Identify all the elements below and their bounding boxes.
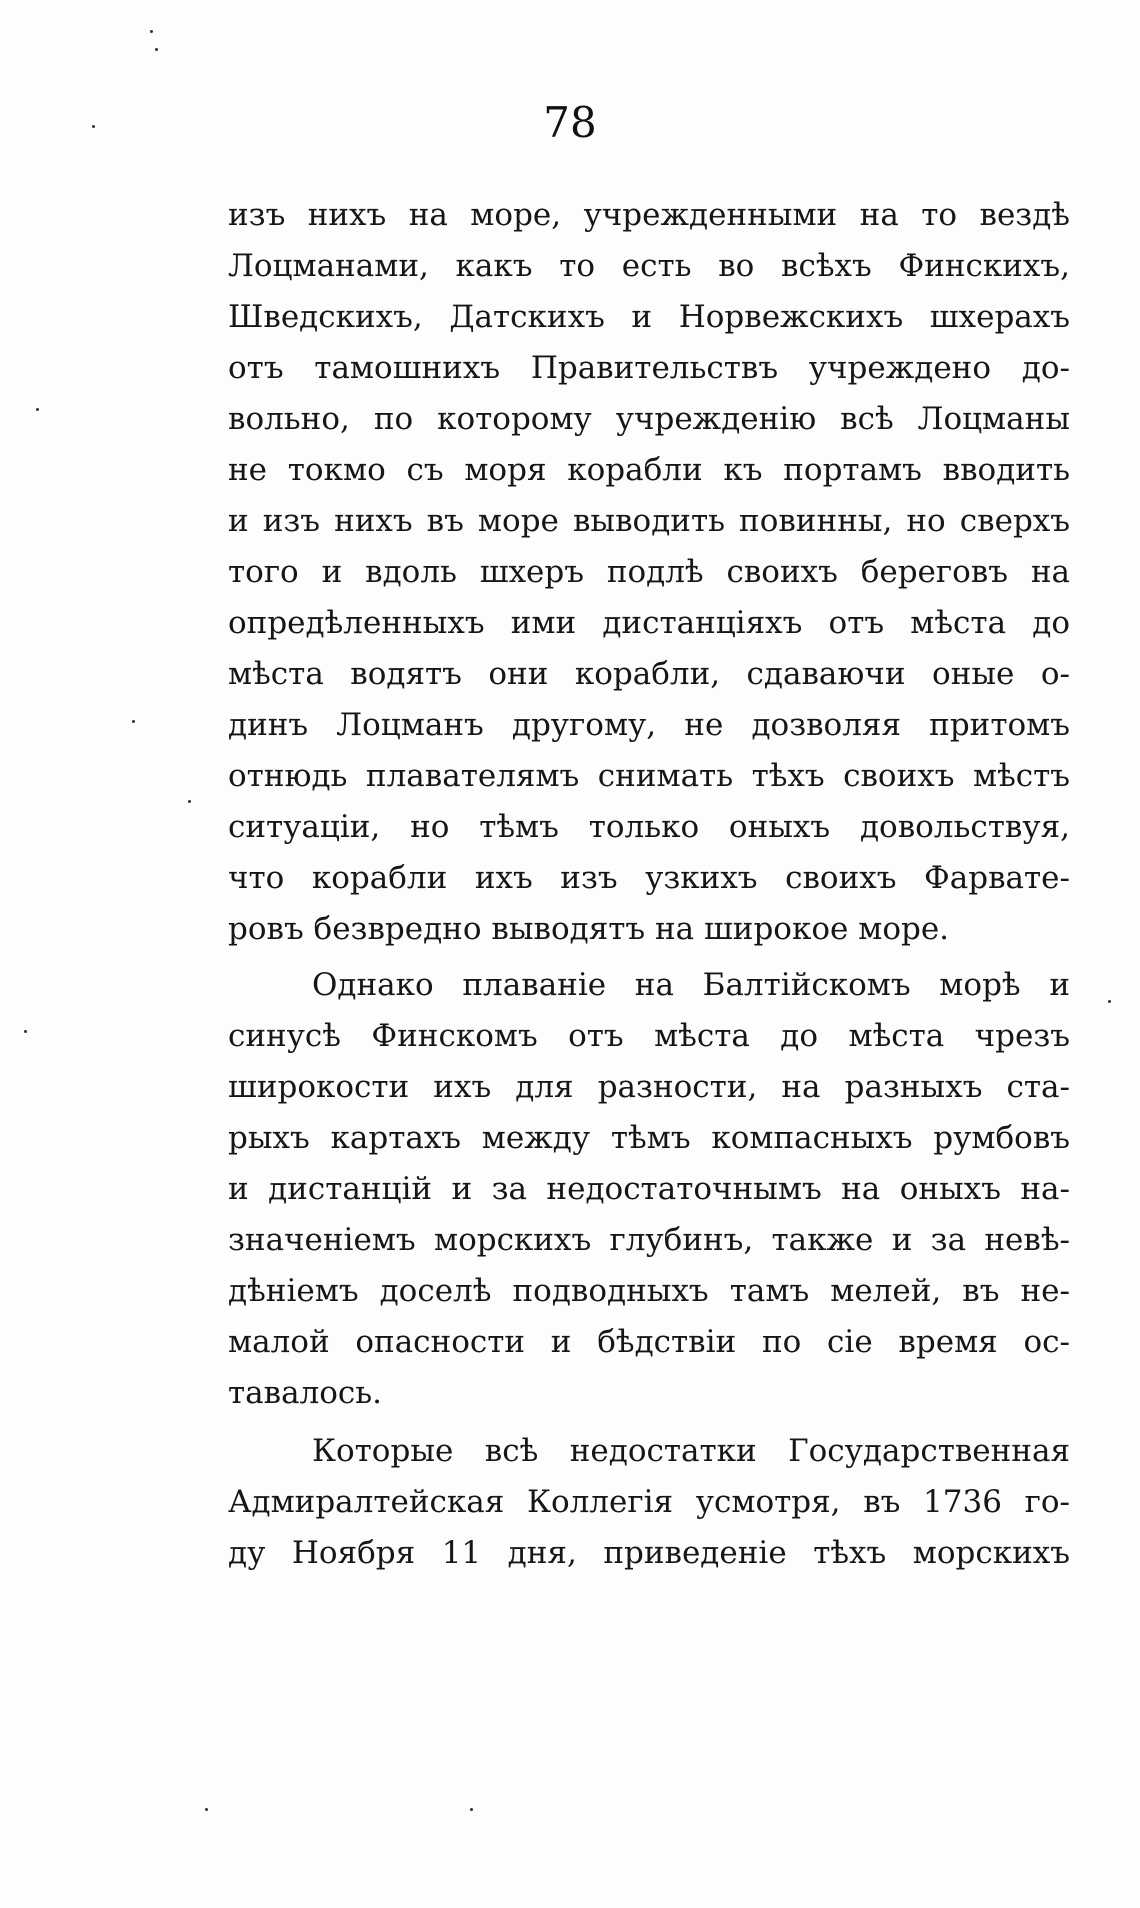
text-line: малой опасности и бѣдствіи по сіе время ос- bbox=[228, 1324, 1070, 1360]
page-number: 78 bbox=[543, 98, 597, 147]
text-line: Лоцманами, какъ то есть во всѣхъ Финскихъ, bbox=[228, 248, 1070, 284]
scan-speck bbox=[132, 720, 135, 723]
text-line: динъ Лоцманъ другому, не дозволяя притомъ bbox=[228, 707, 1070, 743]
text-line: Которые всѣ недостатки Государственная bbox=[312, 1433, 1070, 1469]
text-line: не токмо съ моря корабли къ портамъ вводить bbox=[228, 452, 1070, 488]
text-line: опредѣленныхъ ими дистанціяхъ отъ мѣста до bbox=[228, 605, 1070, 641]
text-line: и дистанцій и за недостаточнымъ на оныхъ на- bbox=[228, 1171, 1070, 1207]
text-line: Однако плаваніе на Балтійскомъ морѣ и bbox=[312, 967, 1070, 1003]
text-line: что корабли ихъ изъ узкихъ своихъ Фарвате- bbox=[228, 860, 1070, 896]
text-line: и изъ нихъ въ море выводить повинны, но сверхъ bbox=[228, 503, 1070, 539]
text-line: Адмиралтейская Коллегія усмотря, въ 1736 го- bbox=[228, 1484, 1070, 1520]
text-line: рыхъ картахъ между тѣмъ компасныхъ румбовъ bbox=[228, 1120, 1070, 1156]
scan-speck bbox=[205, 1808, 208, 1811]
scan-speck bbox=[24, 1030, 27, 1033]
paragraph-1 bbox=[228, 190, 1070, 955]
text-line: изъ нихъ на море, учрежденными на то вездѣ bbox=[228, 197, 1070, 233]
text-line: синусѣ Финскомъ отъ мѣста до мѣста чрезъ bbox=[228, 1018, 1070, 1054]
text-line: значеніемъ морскихъ глубинъ, также и за невѣ- bbox=[228, 1222, 1070, 1258]
scan-speck bbox=[188, 800, 191, 803]
text-line: широкости ихъ для разности, на разныхъ ста- bbox=[228, 1069, 1070, 1105]
text-line: ровъ безвредно выводятъ на широкое море. bbox=[228, 911, 950, 947]
paragraph-2 bbox=[228, 960, 1070, 1419]
text-line: дѣніемъ доселѣ подводныхъ тамъ мелей, въ не- bbox=[228, 1273, 1070, 1309]
paragraph-3 bbox=[228, 1426, 1070, 1579]
scan-speck bbox=[155, 48, 158, 51]
scan-speck bbox=[470, 1808, 473, 1811]
text-line: Шведскихъ, Датскихъ и Норвежскихъ шхерахъ bbox=[228, 299, 1070, 335]
text-line: тавалось. bbox=[228, 1375, 383, 1411]
scan-speck bbox=[1108, 1000, 1111, 1003]
text-line: отнюдь плавателямъ снимать тѣхъ своихъ мѣстъ bbox=[228, 758, 1070, 794]
text-line: отъ тамошнихъ Правительствъ учреждено до- bbox=[228, 350, 1070, 386]
scan-speck bbox=[150, 30, 153, 33]
text-line: ситуаціи, но тѣмъ только оныхъ довольствуя, bbox=[228, 809, 1070, 845]
scan-speck bbox=[36, 408, 39, 411]
scan-speck bbox=[92, 125, 95, 128]
text-line: мѣста водятъ они корабли, сдаваючи оные о- bbox=[228, 656, 1070, 692]
text-line: вольно, по которому учрежденію всѣ Лоцманы bbox=[228, 401, 1070, 437]
text-line: ду Ноября 11 дня, приведеніе тѣхъ морскихъ bbox=[228, 1535, 1070, 1571]
text-line: того и вдоль шхеръ подлѣ своихъ береговъ на bbox=[228, 554, 1070, 590]
